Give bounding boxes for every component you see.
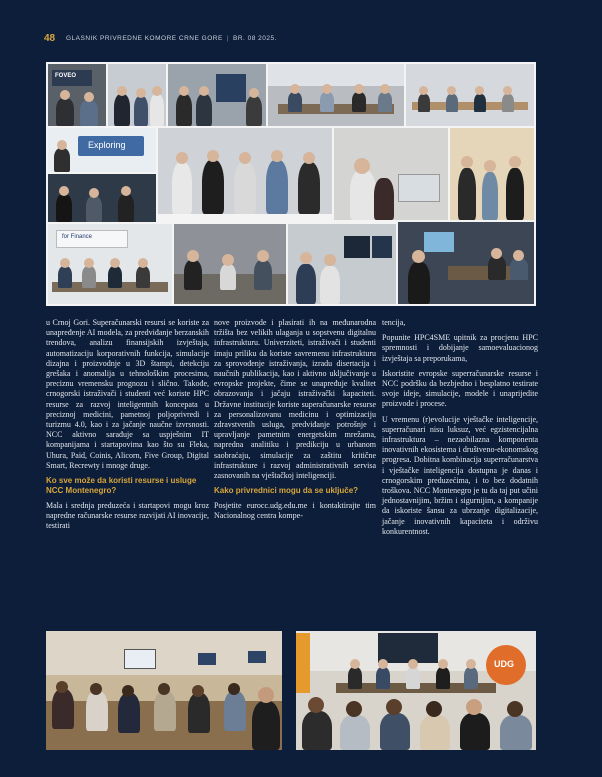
col1-paragraph-2: Mala i srednja preduzeća i startapovi mogu kroz napredne računarske resurse razvijati AI inovacije, testirati <box>46 501 209 531</box>
bottom-photo-left <box>46 631 282 750</box>
collage-photo-3 <box>168 64 266 126</box>
foveo-sign: FOVEO <box>55 73 77 79</box>
finance-sign: for Finance <box>62 234 93 240</box>
text-column-2 <box>214 318 376 527</box>
udg-logo: UDG <box>494 659 514 669</box>
collage-photo-2 <box>108 64 166 126</box>
photo-collage <box>46 62 536 306</box>
page-number: 48 <box>44 33 56 44</box>
collage-photo-9 <box>450 128 534 220</box>
collage-photo-4 <box>268 64 404 126</box>
text-column-3 <box>382 318 538 542</box>
running-header <box>66 35 277 42</box>
collage-photo-12 <box>174 224 286 304</box>
page-header <box>0 0 602 60</box>
collage-photo-7 <box>158 128 332 214</box>
header-separator: | <box>226 35 229 42</box>
exploring-sign: Exploring <box>88 140 126 150</box>
publication-name: GLASNIK PRIVREDNE KOMORE CRNE GORE <box>66 35 223 42</box>
collage-photo-14 <box>398 222 534 304</box>
text-column-1 <box>46 318 209 537</box>
collage-photo-8 <box>334 128 448 220</box>
collage-photo-5 <box>406 64 534 126</box>
col2-paragraph-2: Posjetite eurocc.udg.edu.me i kontaktirajte tim Nacionalnog centra kompe- <box>214 501 376 521</box>
col1-paragraph-1: u Crnoj Gori. Superačunarski resursi se koriste za unapređenje AI modela, za predviđanje berzanskih trendova, analizu finansijskih izvještaja, automatizaciju korporativnih funkcija, simulacije dizajna i proizvodnje u 3D štampi, detekciju grešaka i anomalija u tehnološkim procesima, preciznu vremensku prognozu i slično. Takođe, crnogorski istraživači i studenti već koriste HPC resurse za razvoj inteligentnih koncepata u preciznoj medicini, pametnoj poljoprivredi i turizmu 4.0, kao i za jačanje naučne izvrsnosti. NCC aktivno sarađuje sa uspješnim IT kompanijama i startapovima kao što su Fleka, Uhura, Paid, Coinis, Alicorn, Five Group, Digital Smart, Recrewty i mnoge druge. <box>46 318 209 470</box>
col2-paragraph-1: nove proizvode i plasirati ih na međunarodna tržišta bez velikih ulaganja u sopstvenu digitalnu infrastrukturu. Univerziteti, istraživači i studenti imaju priliku da koriste savremenu infrastrukturu za sprovođenje istraživanja, izradu disertacija i naučnih publikacija, kao i aktivno uključivanje u evropske projekte, čime se unapređuje kvalitet obrazovanja i jačaju istraživački kapaciteti. Državne institucije koriste superačunarske resurse za personalizovanu medicinu i optimizaciju zdravstvenih usluga, predviđanje potrošnje i upravljanje pametnim energetskim mrežama, napredna analitiku i predikciju u urbanom saobraćaju, simulacije za zaštitu kritične infrastrukture i razvoj administrativnih servisa zasnovanih na vještačkoj inteligenciji. <box>214 318 376 481</box>
collage-photo-10 <box>48 174 156 222</box>
col3-paragraph-3: Iskoristite evropske superračunarske resurse i NCC podršku da bezbjedno i besplatno testirate svoje ideje, simulacije, modele i unaprijedite proizvode i procese. <box>382 368 538 409</box>
section-heading-how-to-join: Kako privrednici mogu da se uključe? <box>214 486 359 496</box>
bottom-photo-right <box>296 631 536 750</box>
issue-number: BR. 08 2025. <box>232 35 277 42</box>
section-heading-who-can-use: Ko sve može da koristi resurse i usluge NCC Montenegro? <box>46 476 197 496</box>
collage-photo-11 <box>48 224 172 304</box>
collage-photo-13 <box>288 224 396 304</box>
collage-photo-1 <box>48 64 106 126</box>
col3-paragraph-1: tencija, <box>382 318 406 327</box>
col3-paragraph-4: U vremenu (r)evolucije vještačke inteligencije, superračunari nisu luksuz, već egzistencijalna infrastruktura – nezaobilazna komponenta inovativnih ekosistema i društveno-ekonomskog progresa. Dobitna kombinacija superračunarstva i vještačke inteligencija dostupna je danas i crnogorskim preduzećima, i to bez dodatnih troškova. NCC Montenegro je tu da taj put učini jednostavnijim, bržim i sigurnijim, a kompanije da iskoriste šansu za ubrzanje digitalizacije, jačanje inovativnih kapaciteta i održivu konkurentnost. <box>382 414 538 536</box>
collage-photo-6 <box>48 128 156 172</box>
col3-paragraph-2: Popunite HPC4SME upitnik za procjenu HPC spremnosti i dobijanje samoevaluacionog izvještaja sa preporukama, <box>382 333 538 363</box>
